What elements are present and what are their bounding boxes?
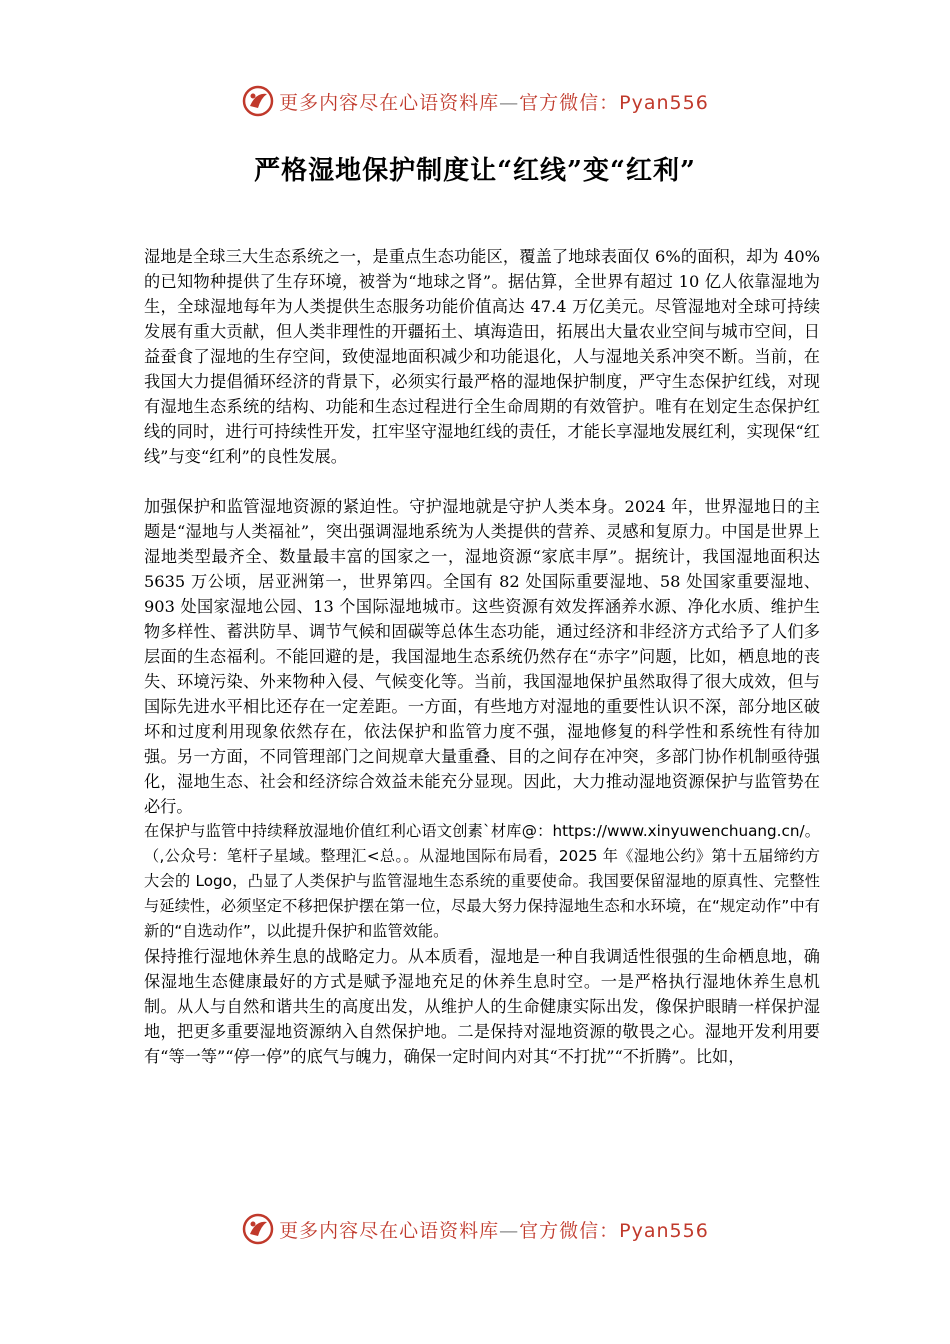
article-body bbox=[144, 244, 820, 1069]
paragraph-gap bbox=[144, 469, 820, 494]
banner-text bbox=[279, 1216, 709, 1243]
brand-logo-icon bbox=[241, 1212, 275, 1246]
paragraph-1: 湿地是全球三大生态系统之一，是重点生态功能区，覆盖了地球表面仅 6%的面积，却为 40%的已知物种提供了生存环境，被誉为“地球之肾”。据估算，全世界有超过 10 亿人依靠湿地为生，全球湿地每年为人类提供生态服务功能价值高达 47.4 万亿美元。尽管湿地对全球可持续发展有重大贡献，但人类非理性的开疆拓土、填海造田，拓展出大量农业空间与城市空间，日益蚕食了湿地的生存空间，致使湿地面积减少和功能退化，人与湿地关系冲突不断。当前，在我国大力提倡循环经济的背景下，必须实行最严格的湿地保护制度，严守生态保护红线，对现有湿地生态系统的结构、功能和生态过程进行全生命周期的有效管护。唯有在划定生态保护红线的同时，进行可持续性开发，扛牢坚守湿地红线的责任，才能长享湿地发展红利，实现保“红线”与变“红利”的良性发展。 bbox=[144, 247, 820, 466]
banner-brand: 更多内容尽在心语资料库 bbox=[279, 1219, 500, 1242]
brand-logo-icon bbox=[241, 84, 275, 118]
paragraph-4: 保持推行湿地休养生息的战略定力。从本质看，湿地是一种自我调适性很强的生命栖息地，确保湿地生态健康最好的方式是赋予湿地充足的休养生息时空。一是严格执行湿地休养生息机制。从人与自然和谐共生的高度出发，从维护人的生命健康实际出发，像保护眼睛一样保护湿地，把更多重要湿地资源纳入自然保护地。二是保持对湿地资源的敬畏之心。湿地开发利用要有“等一等”“停一停”的底气与魄力，确保一定时间内对其“不打扰”“不折腾”。比如， bbox=[144, 947, 820, 1066]
header-banner bbox=[0, 84, 950, 118]
banner-wechat: 官方微信：Pyan556 bbox=[519, 1219, 709, 1242]
banner-separator: — bbox=[499, 91, 520, 114]
paragraph-3: 在保护与监管中持续释放湿地价值红利心语文创素`材库@：https://www.xinyuwenchuang.cn/。（,公众号：笔杆子星域。整理汇<总。。从湿地国际布局看，2025 年《湿地公约》第十五届缔约方大会的 Logo，凸显了人类保护与监管湿地生态系统的重要使命。我国要保留湿地的原真性、完整性与延续性，必须坚定不移把保护摆在第一位，尽最大努力保持湿地生态和水环境，在“规定动作”中有新的“自选动作”，以此提升保护和监管效能。 bbox=[144, 822, 820, 940]
banner-brand: 更多内容尽在心语资料库 bbox=[279, 91, 500, 114]
paragraph-2: 加强保护和监管湿地资源的紧迫性。守护湿地就是守护人类本身。2024 年，世界湿地日的主题是“湿地与人类福祉”，突出强调湿地系统为人类提供的营养、灵感和复原力。中国是世界上湿地类型最齐全、数量最丰富的国家之一，湿地资源“家底丰厚”。据统计，我国湿地面积达 5635 万公顷，居亚洲第一，世界第四。全国有 82 处国际重要湿地、58 处国家重要湿地、903 处国家湿地公园、13 个国际湿地城市。这些资源有效发挥涵养水源、净化水质、维护生物多样性、蓄洪防旱、调节气候和固碳等总体生态功能，通过经济和非经济方式给予了人们多层面的生态福利。不能回避的是，我国湿地生态系统仍然存在“赤字”问题，比如，栖息地的丧失、环境污染、外来物种入侵、气候变化等。当前，我国湿地保护虽然取得了很大成效，但与国际先进水平相比还存在一定差距。一方面，有些地方对湿地的重要性认识不深，部分地区破坏和过度利用现象依然存在，依法保护和监管力度不强，湿地修复的科学性和系统性有待加强。另一方面，不同管理部门之间规章大量重叠、目的之间存在冲突，多部门协作机制亟待强化，湿地生态、社会和经济综合效益未能充分显现。因此，大力推动湿地资源保护与监管势在必行。 bbox=[144, 497, 820, 816]
banner-wechat: 官方微信：Pyan556 bbox=[519, 91, 709, 114]
footer-banner bbox=[0, 1212, 950, 1246]
page-title: 严格湿地保护制度让“红线”变“红利” bbox=[254, 156, 696, 186]
banner-separator: — bbox=[499, 1219, 520, 1242]
banner-text bbox=[279, 88, 709, 115]
